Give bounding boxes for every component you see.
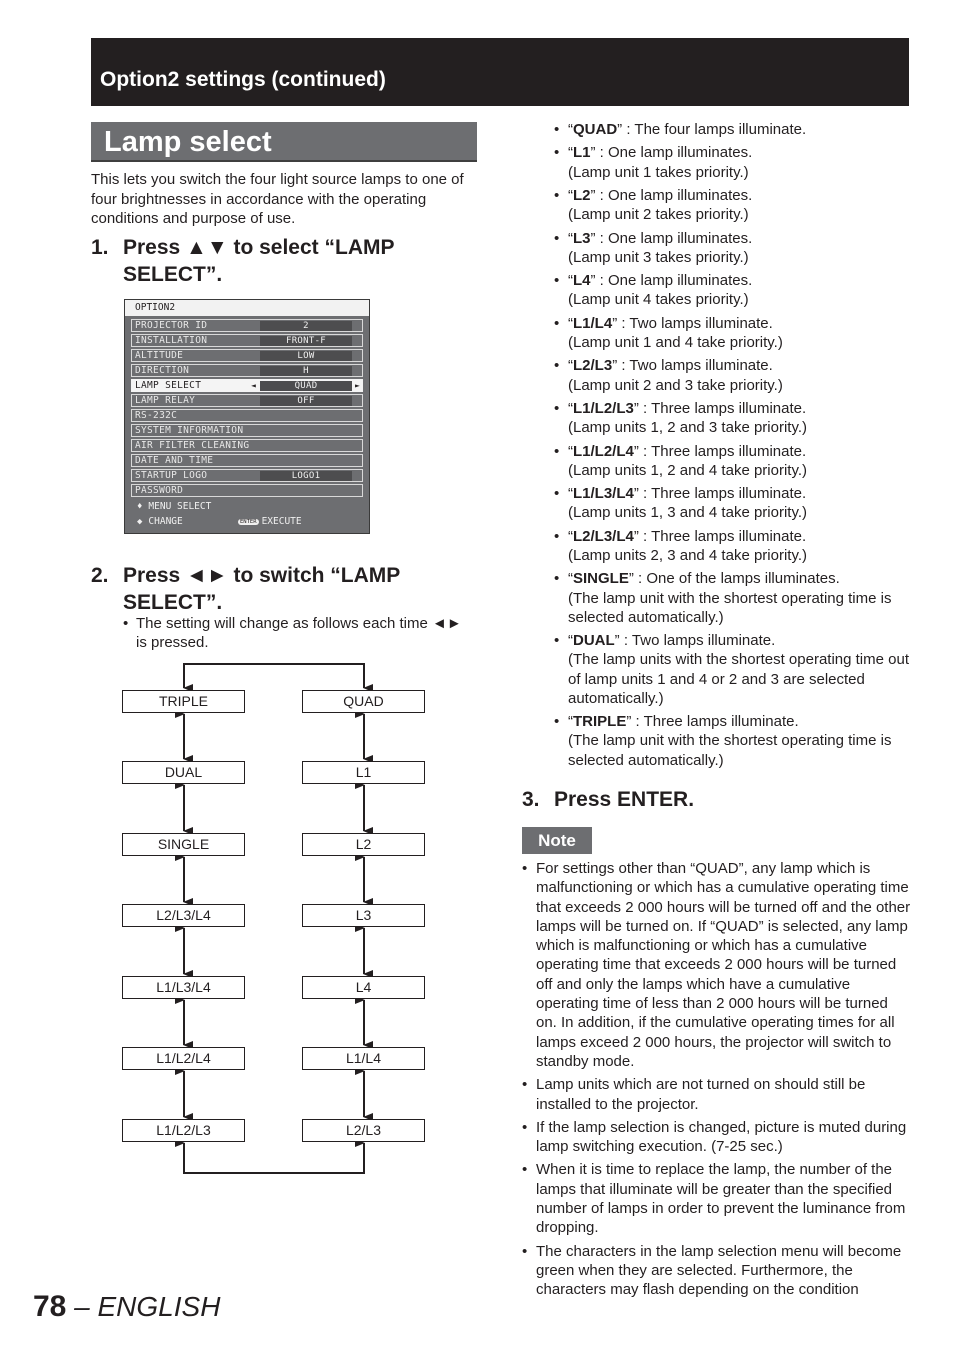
- step-3: [522, 786, 902, 813]
- flow-box-l1-l2-l4: L1/L2/L4: [122, 1047, 245, 1070]
- flow-box-triple: TRIPLE: [122, 690, 245, 713]
- step-text-line2: SELECT”.: [123, 263, 223, 286]
- up-down-icon: ♦: [137, 502, 143, 512]
- osd-item-value: H: [260, 366, 352, 376]
- list-item: • “L1/L2/L3” : Three lamps illuminate. (Lamp units 1, 2 and 3 take priority.): [554, 399, 808, 437]
- osd-item-password[interactable]: [131, 484, 363, 497]
- left-right-icon: ◆: [137, 517, 143, 527]
- header-bar: [91, 38, 909, 106]
- osd-footer-execute: ENTER EXECUTE: [240, 516, 302, 527]
- osd-item-date-and-time[interactable]: [131, 454, 363, 467]
- list-item: • “L4” : One lamp illuminates. (Lamp unit 4 takes priority.): [554, 272, 753, 309]
- list-item: • “L1/L4” : Two lamps illuminate. (Lamp unit 1 and 4 take priority.): [554, 314, 783, 351]
- osd-item-value: LOW: [260, 351, 352, 361]
- list-item: • “L2/L3” : Two lamps illuminate. (Lamp unit 2 and 3 take priority.): [554, 357, 783, 394]
- flow-box-l1-l3-l4: L1/L3/L4: [122, 976, 245, 999]
- osd-footer-menu-select: ♦ MENU SELECT: [137, 501, 212, 512]
- osd-item-label: PROJECTOR ID: [135, 320, 208, 331]
- osd-item-value: 2: [260, 321, 352, 331]
- osd-item-rs232c[interactable]: [131, 409, 363, 422]
- footer-language: – ENGLISH: [66, 1291, 221, 1322]
- osd-item-value: OFF: [260, 396, 352, 406]
- osd-item-label: DIRECTION: [135, 365, 190, 376]
- osd-item-lamp-select[interactable]: [131, 379, 363, 392]
- note-list: [522, 859, 912, 1304]
- osd-footer-change: ◆ CHANGE: [137, 516, 183, 527]
- osd-item-direction[interactable]: [131, 364, 363, 377]
- header-title: Option2 settings (continued): [100, 68, 386, 91]
- page-number: 78: [33, 1290, 67, 1323]
- step-text-line1: Press ◄► to switch “LAMP: [123, 564, 401, 587]
- list-item: • “L1” : One lamp illuminates. (Lamp unit 1 takes priority.): [554, 144, 753, 181]
- osd-item-label: INSTALLATION: [135, 335, 208, 346]
- list-item: • “SINGLE” : One of the lamps illuminates. (The lamp unit with the shortest operating time is selected automatically.): [554, 570, 892, 626]
- step-2-note: [123, 614, 463, 652]
- loop-arrow-bottom: [184, 1143, 364, 1173]
- osd-item-altitude[interactable]: [131, 349, 363, 362]
- osd-item-air-filter-cleaning[interactable]: [131, 439, 363, 452]
- osd-item-startup-logo[interactable]: [131, 469, 363, 482]
- osd-item-label: SYSTEM INFORMATION: [135, 425, 244, 436]
- section-title: Lamp select: [104, 126, 272, 158]
- list-item: • For settings other than “QUAD”, any lamp which is malfunctioning or which has a cumulative operating time that exceeds 2 000 hours will be turned off and the other lamps will be turned on. If “QUAD” is selected, any lamp which is malfunctioning or which has a cumulative operating time that exceeds 2 000 hours will be turned off and only the lamps which have a cumulative operating time of less than 2 000 hours will be turned on. In addition, if the cumulative operating times for all lamps exceed 2 000 hours, the projector will switch to standby mode.: [522, 860, 911, 1070]
- osd-item-label: RS-232C: [135, 410, 178, 421]
- osd-item-projector-id[interactable]: [131, 319, 363, 332]
- list-item: • “DUAL” : Two lamps illuminate. (The lamp units with the shortest operating time out of lamp units 1 and 4 or 2 and 3 are selected automatically.): [554, 632, 910, 707]
- osd-item-label: STARTUP LOGO: [135, 470, 208, 481]
- note-text: The setting will change as follows each time ◄► is pressed.: [136, 615, 462, 651]
- osd-item-lamp-relay[interactable]: [131, 394, 363, 407]
- page-footer: [33, 1290, 220, 1324]
- step-text-line1: Press ENTER.: [554, 788, 695, 811]
- flow-box-l1-l2-l3: L1/L2/L3: [122, 1119, 245, 1142]
- list-item: • “L3” : One lamp illuminates. (Lamp unit 3 takes priority.): [554, 229, 753, 266]
- list-item: • Lamp units which are not turned on should still be installed to the projector.: [522, 1076, 866, 1113]
- flow-box-l1: L1: [302, 761, 425, 784]
- osd-item-label: LAMP RELAY: [135, 395, 196, 406]
- step-text-line2: SELECT”.: [123, 591, 223, 614]
- osd-item-value: QUAD: [260, 381, 352, 391]
- arrow-left-icon: ◄: [251, 381, 257, 390]
- step-text-line1: Press ▲▼ to select “LAMP: [123, 236, 395, 259]
- list-item: • “L2” : One lamp illuminates. (Lamp unit 2 takes priority.): [554, 186, 753, 224]
- step-number: 3.: [522, 788, 540, 811]
- step-1: [91, 234, 491, 288]
- osd-title: OPTION2: [125, 300, 369, 316]
- osd-item-value: LOGO1: [260, 471, 352, 481]
- list-item: • “L1/L3/L4” : Three lamps illuminate. (Lamp units 1, 3 and 4 take priority.): [554, 485, 808, 522]
- step-number: 2.: [91, 564, 109, 587]
- flow-box-l3: L3: [302, 904, 425, 927]
- osd-item-value: FRONT-F: [260, 336, 352, 346]
- osd-menu: [124, 299, 370, 534]
- section-title-bar: [91, 122, 477, 162]
- list-item: • If the lamp selection is changed, picture is muted during lamp switching execution. (7-25 sec.): [522, 1118, 907, 1156]
- osd-item-label: AIR FILTER CLEANING: [135, 440, 250, 451]
- flow-box-l1-l4: L1/L4: [302, 1047, 425, 1070]
- flow-box-l4: L4: [302, 976, 425, 999]
- flow-box-dual: DUAL: [122, 761, 245, 784]
- step-2: [91, 562, 491, 616]
- flow-box-l2-l3-l4: L2/L3/L4: [122, 904, 245, 927]
- flow-box-quad: QUAD: [302, 690, 425, 713]
- step-number: 1.: [91, 236, 109, 259]
- osd-item-label: LAMP SELECT: [135, 380, 202, 391]
- bullet: •: [123, 615, 129, 632]
- list-item: • “L1/L2/L4” : Three lamps illuminate. (Lamp units 1, 2 and 4 take priority.): [554, 442, 808, 479]
- list-item: • When it is time to replace the lamp, the number of the lamps that illuminate will be greater than the specified number of lamps in order to prevent the luminance from dropping.: [522, 1161, 906, 1237]
- enter-key-icon: ENTER: [240, 519, 257, 525]
- list-item: • “TRIPLE” : Three lamps illuminate. (The lamp unit with the shortest operating time is selected automatically.): [554, 713, 892, 769]
- arrow-right-icon: ►: [355, 381, 361, 390]
- flow-box-l2-l3: L2/L3: [302, 1119, 425, 1142]
- osd-item-label: PASSWORD: [135, 485, 184, 496]
- osd-item-system-information[interactable]: [131, 424, 363, 437]
- intro-paragraph: This lets you switch the four light source lamps to one of four brightnesses in accordance with the operating conditions and purpose of use.: [91, 171, 464, 227]
- flow-box-single: SINGLE: [122, 833, 245, 856]
- flow-box-l2: L2: [302, 833, 425, 856]
- list-item: • “QUAD” : The four lamps illuminate.: [554, 121, 807, 138]
- mode-list: [551, 120, 911, 774]
- list-item: • “L2/L3/L4” : Three lamps illuminate. (Lamp units 2, 3 and 4 take priority.): [554, 527, 808, 564]
- note-label: Note: [522, 827, 592, 854]
- loop-arrow-top: [184, 664, 364, 688]
- osd-item-label: DATE AND TIME: [135, 455, 214, 466]
- osd-item-installation[interactable]: [131, 334, 363, 347]
- osd-item-label: ALTITUDE: [135, 350, 184, 361]
- list-item: • The characters in the lamp selection menu will become green when they are selected. Furthermore, the characters may flash depending on the condition: [522, 1242, 902, 1299]
